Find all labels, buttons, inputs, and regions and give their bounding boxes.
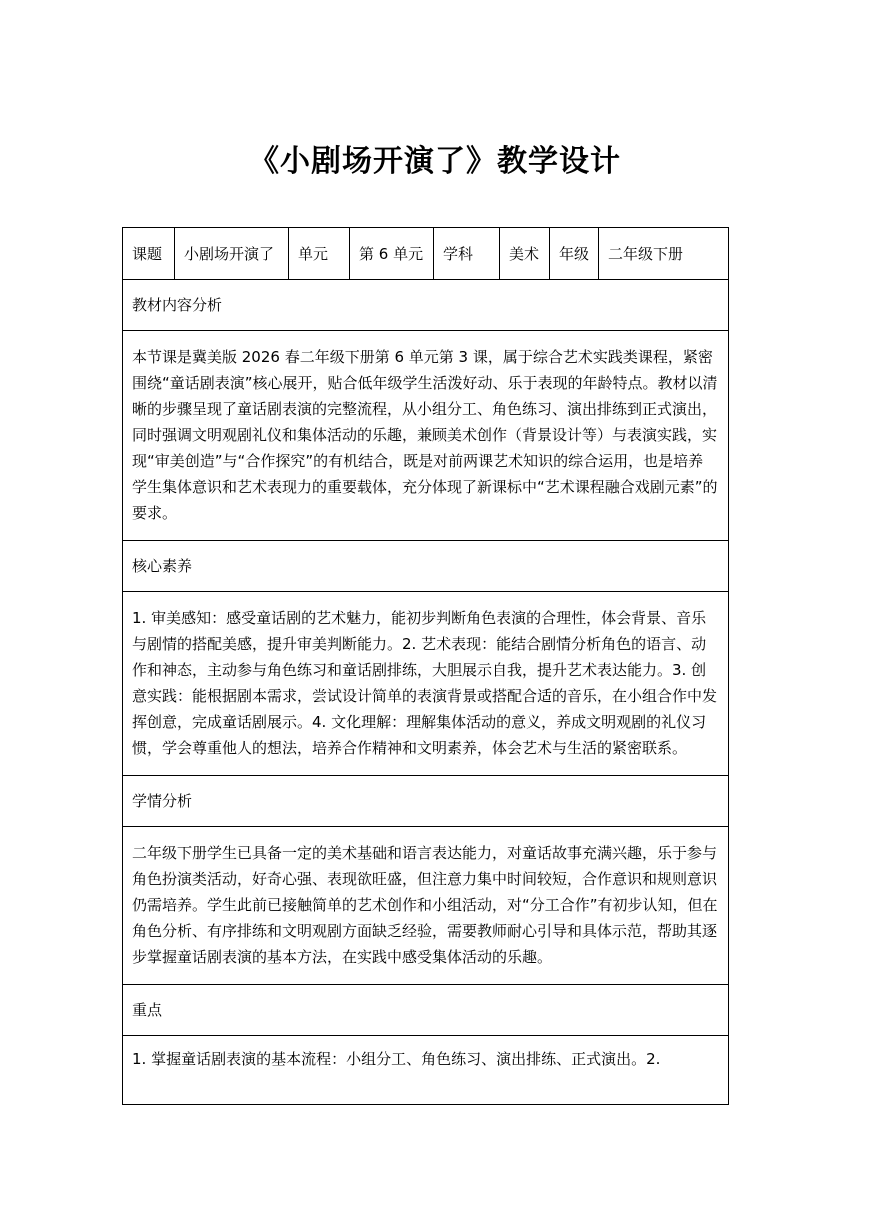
- grade-label: 年级: [550, 228, 599, 280]
- textbook-analysis-body: 本节课是冀美版 2026 春二年级下册第 6 单元第 3 课，属于综合艺术实践类课程，紧密围绕“童话剧表演”核心展开，贴合低年级学生活泼好动、乐于表现的年龄特点。教材以清晰的步骤呈现了童话剧表演的完整流程，从小组分工、角色练习、演出排练到正式演出，同时强调文明观剧礼仪和集体活动的乐趣，兼顾美术创作（背景设计等）与表演实践，实现“审美创造”与“合作探究”的有机结合，既是对前两课艺术知识的综合运用，也是培养学生集体意识和艺术表现力的重要载体，充分体现了新课标中“艺术课程融合戏剧元素”的要求。: [123, 331, 729, 541]
- lesson-value: 小剧场开演了: [175, 228, 289, 280]
- subject-label: 学科: [434, 228, 500, 280]
- section-body-row: [123, 827, 729, 985]
- unit-value: 第 6 单元: [350, 228, 434, 280]
- subject-value: 美术: [500, 228, 550, 280]
- section-heading-row: [123, 280, 729, 331]
- section-heading-row: [123, 541, 729, 592]
- core-literacy-body: 1. 审美感知：感受童话剧的艺术魅力，能初步判断角色表演的合理性，体会背景、音乐与剧情的搭配美感，提升审美判断能力。2. 艺术表现：能结合剧情分析角色的语言、动作和神态，主动参与角色练习和童话剧排练，大胆展示自我，提升艺术表达能力。3. 创意实践：能根据剧本需求，尝试设计简单的表演背景或搭配合适的音乐，在小组合作中发挥创意，完成童话剧展示。4. 文化理解：理解集体活动的意义，养成文明观剧的礼仪习惯，学会尊重他人的想法，培养合作精神和文明素养，体会艺术与生活的紧密联系。: [123, 592, 729, 776]
- section-body-row: [123, 331, 729, 541]
- section-body-row: [123, 592, 729, 776]
- meta-row: [123, 228, 729, 280]
- key-points-body: 1. 掌握童话剧表演的基本流程：小组分工、角色练习、演出排练、正式演出。2.: [123, 1036, 729, 1105]
- lesson-label: 课题: [123, 228, 175, 280]
- section-heading-row: [123, 985, 729, 1036]
- textbook-analysis-heading: 教材内容分析: [123, 280, 729, 331]
- key-points-heading: 重点: [123, 985, 729, 1036]
- section-body-row: [123, 1036, 729, 1105]
- core-literacy-heading: 核心素养: [123, 541, 729, 592]
- student-analysis-heading: 学情分析: [123, 776, 729, 827]
- lesson-design-table: [122, 227, 729, 1105]
- student-analysis-body: 二年级下册学生已具备一定的美术基础和语言表达能力，对童话故事充满兴趣，乐于参与角色扮演类活动，好奇心强、表现欲旺盛，但注意力集中时间较短，合作意识和规则意识仍需培养。学生此前已接触简单的艺术创作和小组活动，对“分工合作”有初步认知，但在角色分析、有序排练和文明观剧方面缺乏经验，需要教师耐心引导和具体示范，帮助其逐步掌握童话剧表演的基本方法，在实践中感受集体活动的乐趣。: [123, 827, 729, 985]
- unit-label: 单元: [289, 228, 350, 280]
- grade-value: 二年级下册: [599, 228, 729, 280]
- document-title: 《小剧场开演了》教学设计: [249, 144, 621, 179]
- section-heading-row: [123, 776, 729, 827]
